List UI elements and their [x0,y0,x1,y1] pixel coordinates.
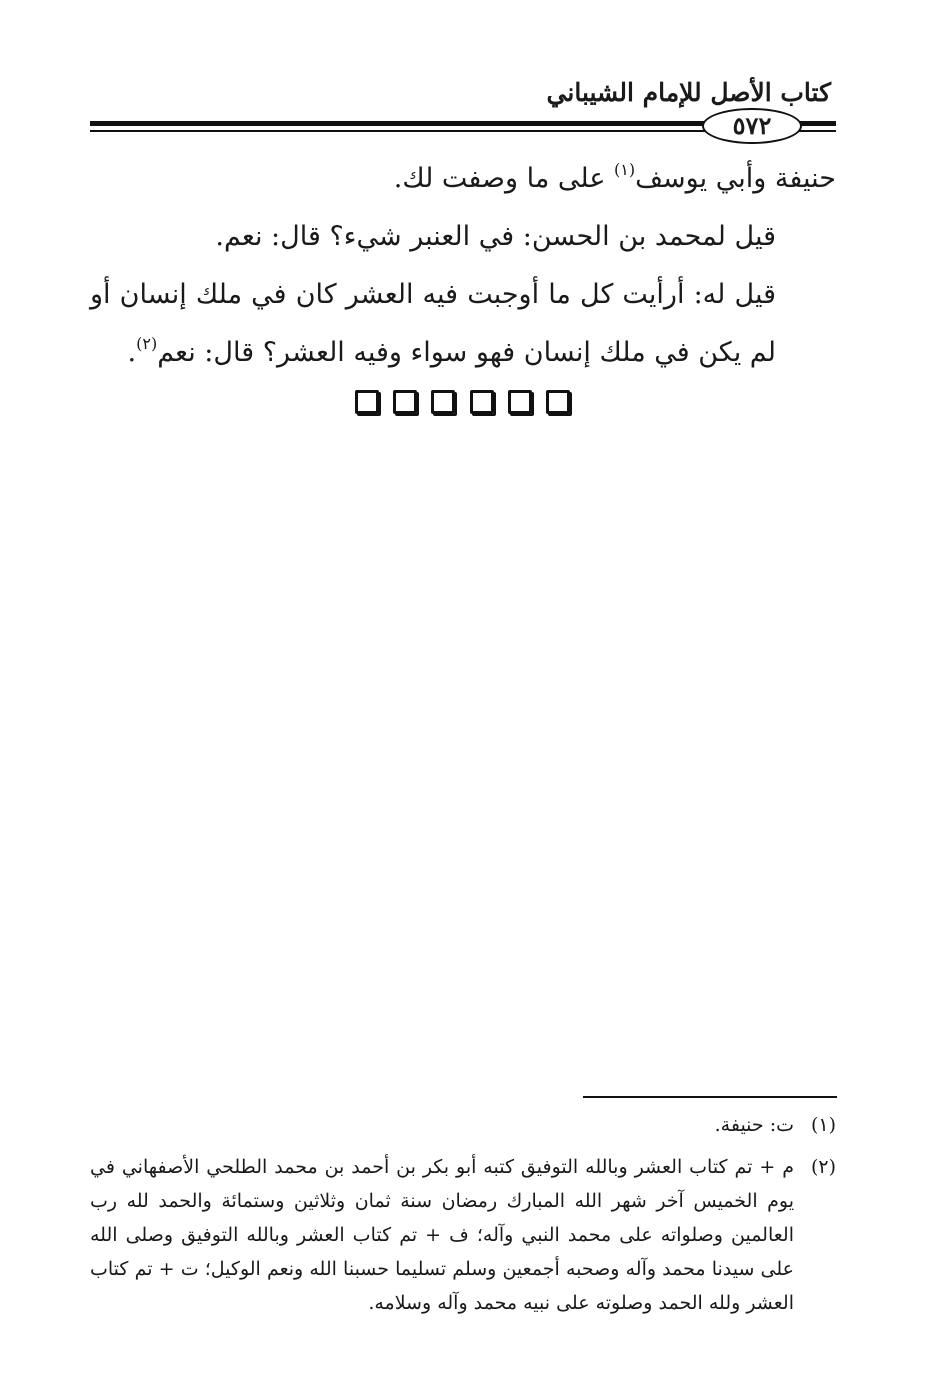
paragraph-anbar-question: قيل لمحمد بن الحسن: في العنبر شيء؟ قال: نعم. [215,221,776,252]
footnote-number: (١) [810,1114,836,1136]
footnote-separator [583,1096,837,1098]
paragraph-ownership-question [90,266,836,382]
page-number: ٥٧٢ [702,108,802,144]
text-segment: حنيفة وأبي يوسف [635,163,836,194]
main-text [90,150,836,382]
ornament-square-icon [355,390,379,414]
paragraph-continuation [90,150,836,208]
footnote-ref-1: (١) [614,160,636,179]
text-segment: قيل له: أرأيت كل ما أوجبت فيه العشر كان في ملك إنسان أو لم يكن في ملك إنسان فهو سواء وفيه العشر؟ قال: نعم [90,279,776,368]
footnote-number: (٢) [810,1156,836,1178]
ornament-square-icon [393,390,417,414]
footnote-item [90,1108,836,1142]
footnote-ref-2: (٢) [136,334,158,353]
section-end-ornament [355,390,570,414]
ornament-square-icon [431,390,455,414]
footnote-item [90,1150,836,1320]
ornament-square-icon [508,390,532,414]
text-segment: على ما وصفت لك. [393,163,615,194]
ornament-square-icon [470,390,494,414]
text-segment: . [127,337,137,368]
footnotes [90,1108,836,1320]
footnote-text: ت: حنيفة. [714,1114,794,1136]
running-header-title: كتاب الأصل للإمام الشيباني [546,78,831,107]
ornament-square-icon [546,390,570,414]
footnote-text: م + تم كتاب العشر وبالله التوفيق كتبه أبو بكر بن أحمد بن محمد الطلحي الأصفهاني في يوم الخميس آخر شهر الله المبارك رمضان سنة ثمان وثلاثين وستمائة والحمد لله رب العالمين وصلواته على محمد النبي وآله؛ ف + تم كتاب العشر وبالله التوفيق وصلى الله على سيدنا محمد وآله وصحبه أجمعين وسلم تسليما حسبنا الله ونعم الوكيل؛ ت + تم كتاب العشر ولله الحمد وصلوته على نبيه محمد وآله وسلامه. [90,1156,794,1314]
